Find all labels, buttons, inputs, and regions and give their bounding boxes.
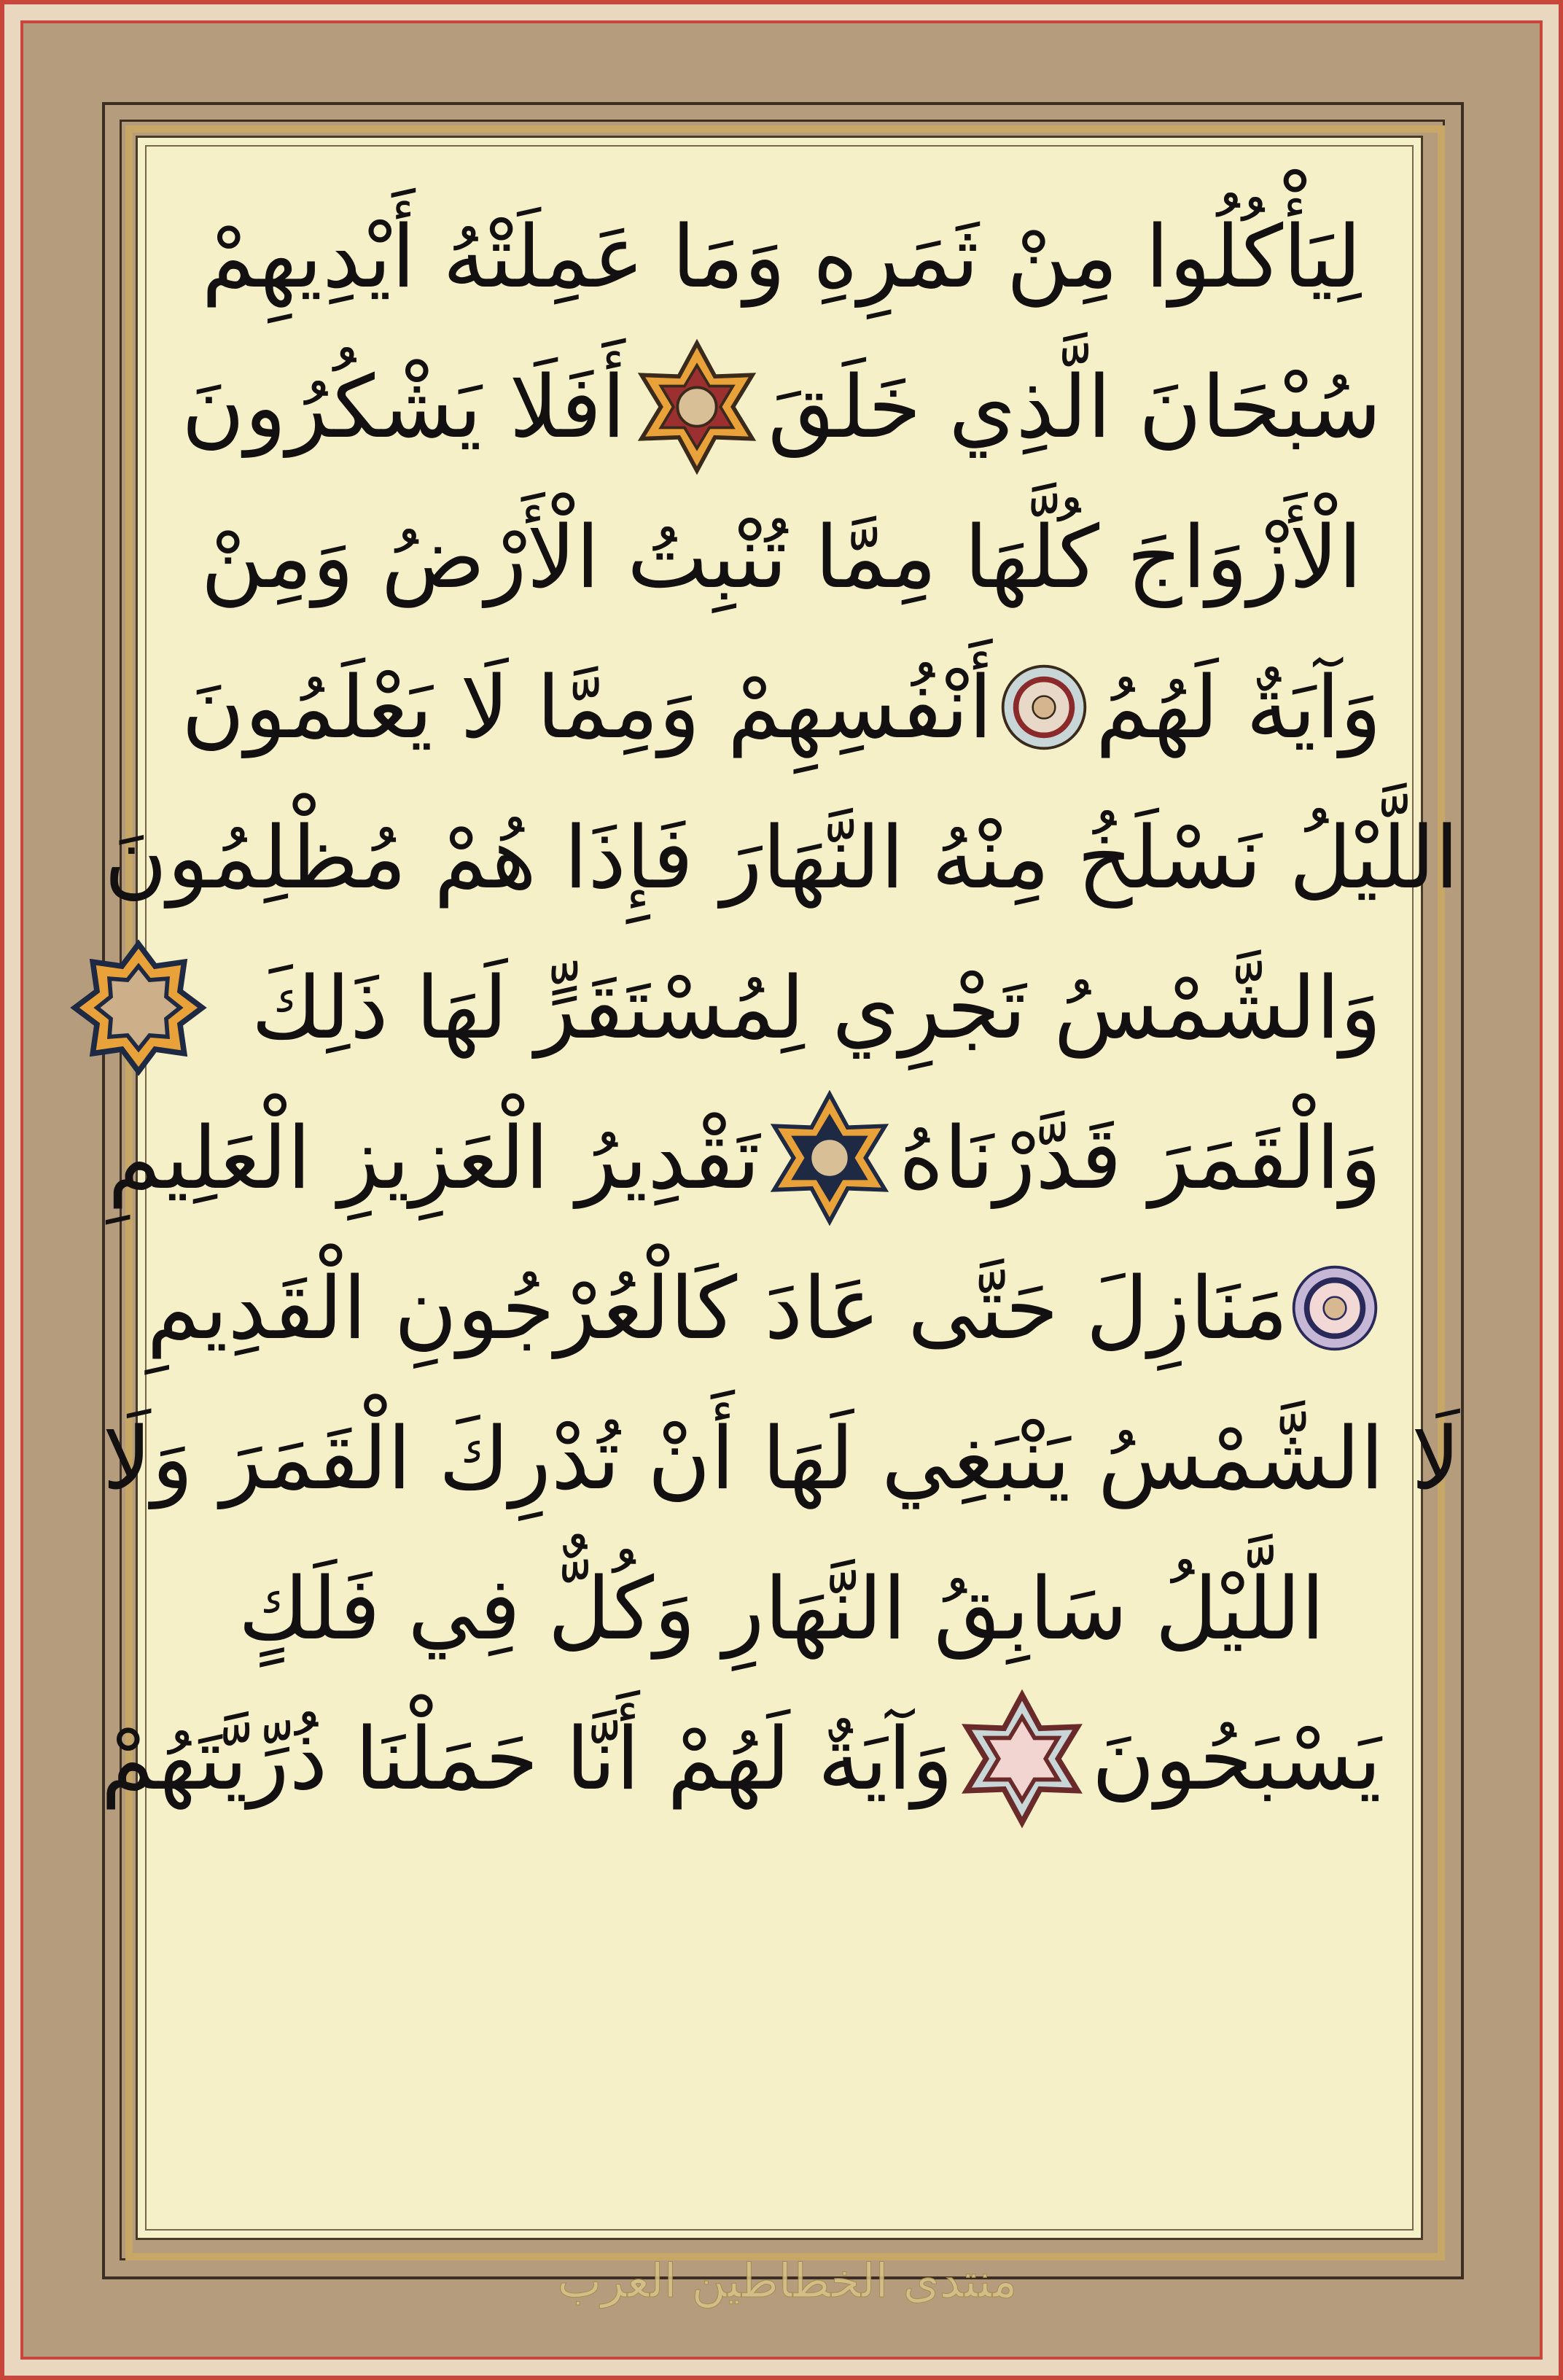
- verse-line: [147, 1233, 1381, 1383]
- verse-text: لَا الشَّمْسُ يَنْبَغِي لَهَا أَنْ تُدْرِكَ الْقَمَرَ وَلَا: [102, 1408, 1461, 1509]
- verse-text: وَآيَةٌ لَهُمْ أَنَّا حَمَلْنَا ذُرِّيَّتَهُمْ: [101, 1708, 954, 1809]
- verse-line: [104, 782, 1459, 933]
- verse-text: وَالشَّمْسُ تَجْرِي لِمُسْتَقَرٍّ لَهَا ذَلِكَ: [251, 957, 1381, 1058]
- verse-text: الْأَزْوَاجَ كُلَّهَا مِمَّا تُنْبِتُ الْأَرْضُ وَمِنْ: [200, 507, 1363, 607]
- verse-text: أَفَلَا يَشْكُرُونَ: [182, 357, 626, 457]
- margin-medallion-icon: [1288, 1261, 1381, 1355]
- verse-text: وَالْقَمَرَ قَدَّرْنَاهُ: [898, 1108, 1381, 1208]
- verse-text: مَنَازِلَ حَتَّى عَادَ كَالْعُرْجُونِ الْقَدِيمِ: [147, 1258, 1288, 1358]
- verse-line: [107, 1083, 1381, 1233]
- verse-separator-star-icon: [953, 1689, 1091, 1828]
- verse-text: اللَّيْلُ نَسْلَخُ مِنْهُ النَّهَارَ فَإِذَا هُمْ مُظْلِمُونَ: [104, 807, 1459, 908]
- verse-separator-star-icon: [760, 1089, 899, 1227]
- verse-line: [182, 182, 1381, 332]
- verse-line: [182, 632, 1381, 782]
- verse-line: [182, 332, 1381, 482]
- verse-line: [102, 1383, 1461, 1533]
- verse-text: سُبْحَانَ الَّذِي خَلَقَ: [768, 357, 1381, 457]
- verse-text: لِيَأْكُلُوا مِنْ ثَمَرِهِ وَمَا عَمِلَتْهُ أَيْدِيهِمْ: [201, 206, 1362, 307]
- verse-text: أَنْفُسِهِمْ وَمِمَّا لَا يَعْلَمُونَ: [182, 657, 993, 758]
- verse-separator-rosette-icon: [997, 661, 1091, 754]
- verse-separator-star-icon: [628, 338, 766, 476]
- verse-separator-star-icon: [69, 938, 208, 1077]
- verse-text: اللَّيْلُ سَابِقُ النَّهَارِ وَكُلٌّ فِي فَلَكٍ: [238, 1558, 1325, 1659]
- verse-line: [101, 1684, 1381, 1834]
- verse-text: تَقْدِيرُ الْعَزِيزِ الْعَلِيمِ: [107, 1108, 760, 1208]
- text-panel: [101, 136, 1461, 2240]
- verse-line: [182, 933, 1381, 1083]
- verse-line: [182, 1533, 1381, 1684]
- verse-text: وَآيَةٌ لَهُمُ: [1095, 657, 1381, 758]
- verse-text: يَسْبَحُونَ: [1091, 1708, 1381, 1809]
- verse-line: [182, 482, 1381, 632]
- watermark-text: منتدى الخطاطين العرب: [557, 2255, 1018, 2309]
- verse-lines: [101, 182, 1461, 1834]
- forum-watermark-logo: [557, 2240, 1018, 2320]
